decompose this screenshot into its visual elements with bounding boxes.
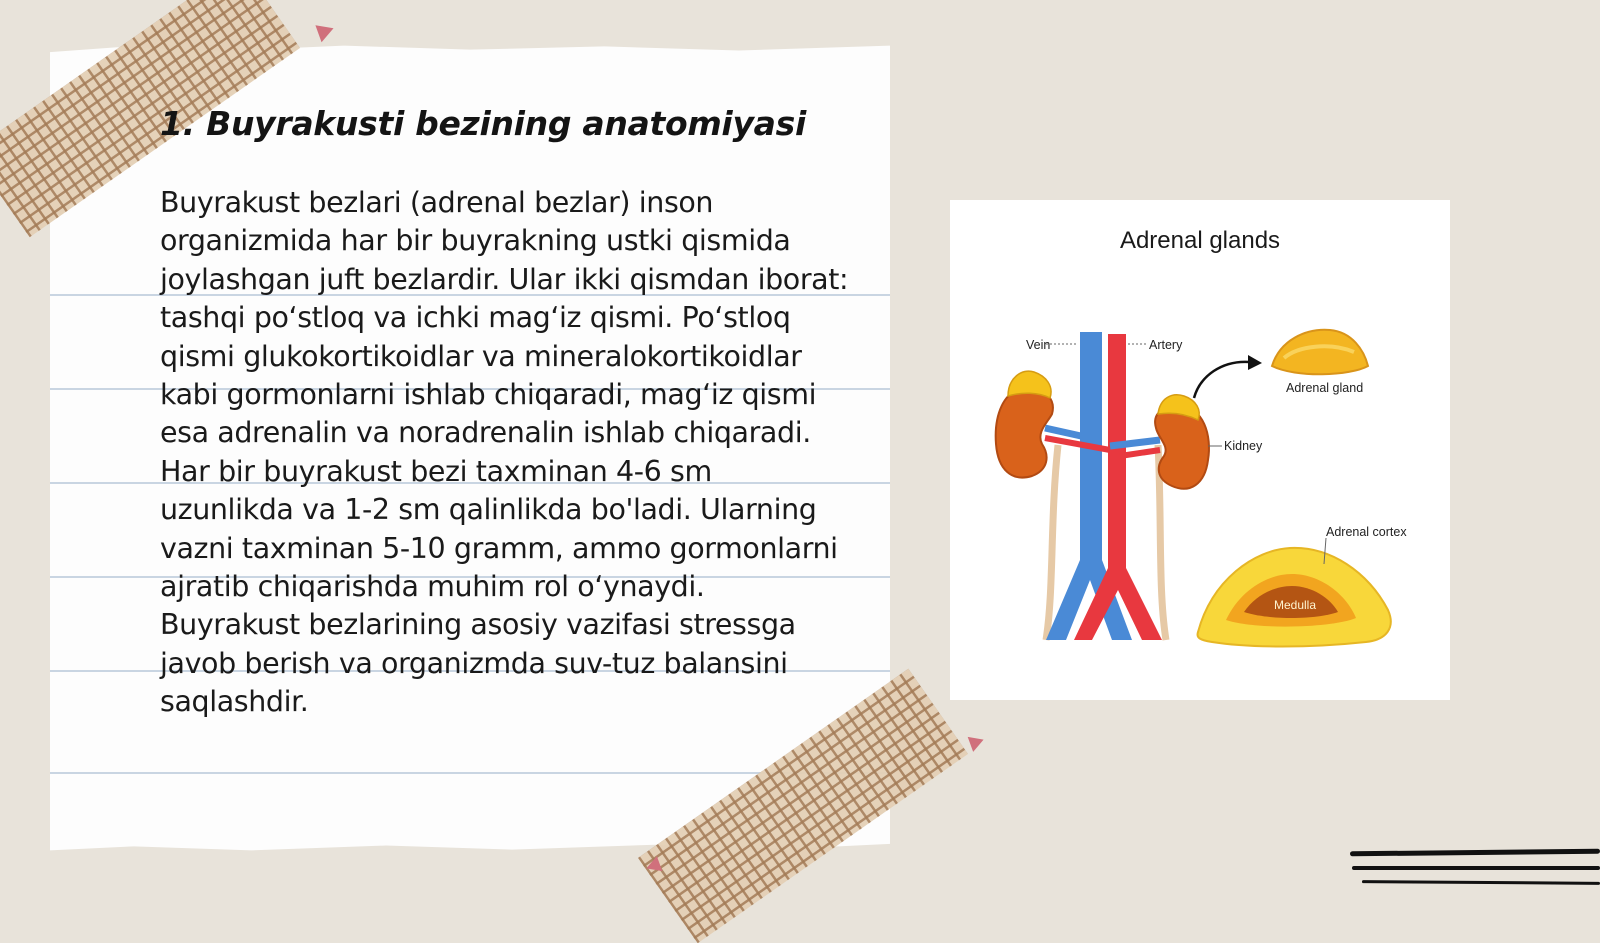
figure-title: Adrenal glands [1119, 227, 1281, 254]
decorative-stroke [1352, 866, 1600, 870]
kidney-label: Kidney [1224, 439, 1263, 453]
pin-marker [968, 732, 987, 752]
decorative-stroke [1350, 849, 1600, 857]
pin-marker [315, 20, 336, 42]
arrow-head-icon [1248, 355, 1262, 370]
adrenal-cortex-label: Adrenal cortex [1326, 525, 1407, 539]
arrow-line [1194, 362, 1250, 398]
anatomy-diagram [950, 200, 1450, 700]
vein-label: Vein [1026, 338, 1051, 352]
decorative-stroke [1362, 880, 1600, 885]
slide-title: 1. Buyrakusti bezining anatomiyasi [160, 104, 806, 143]
left-ureter [1046, 445, 1058, 640]
adrenal-gland-label: Adrenal gland [1286, 381, 1364, 395]
artery-label: Artery [1149, 338, 1183, 352]
adrenal-glands-illustration [950, 200, 1450, 700]
medulla-label: Medulla [1273, 598, 1317, 612]
slide-body-text: Buyrakust bezlari (adrenal bezlar) inson organizmida har bir buyrakning ustki qismida joylashgan juft bezlardir. Ular ikki qismdan iborat: tashqi poʻstloq va ichki magʻiz qismi. Poʻstloq qismi glukokortikoidlar va mineralokortikoidlar kabi gormonlarni ishlab chiqaradi, magʻiz qismi esa adrenalin va noradrenalin ishlab chiqaradi. Har bir buyrakust bezi taxminan 4-6 sm uzunlikda va 1-2 sm qalinlikda bo'ladi. Ularning vazni taxminan 5-10 gramm, ammo gormonlarni ajratib chiqarishda muhim rol oʻynaydi. Buyrakust bezlarining asosiy vazifasi stressga javob berish va organizmda suv-tuz balansini saqlashdir. [160, 186, 849, 719]
left-kidney [996, 388, 1053, 478]
right-kidney [1155, 406, 1209, 489]
